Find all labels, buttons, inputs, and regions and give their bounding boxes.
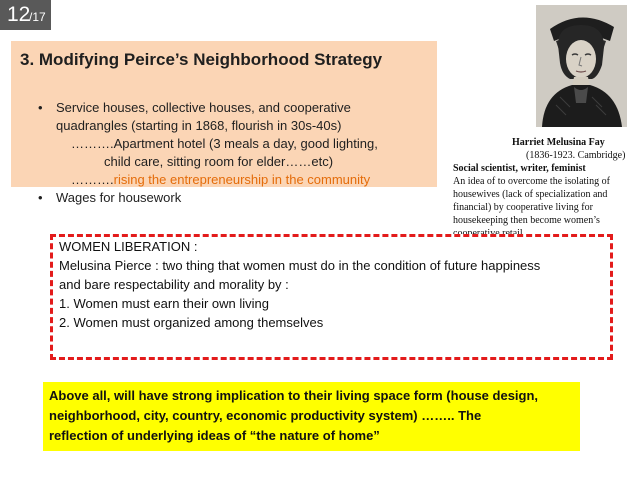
topic-line-5 xyxy=(71,172,370,188)
women-liberation-item-1: 1. Women must earn their own living xyxy=(59,296,270,311)
topic-title: 3. Modifying Peirce’s Neighborhood Strategy xyxy=(20,50,383,69)
topic-line-1: Service houses, collective houses, and cooperative xyxy=(56,100,351,115)
caption-dates: (1836-1923. Cambridge) xyxy=(526,150,626,161)
women-liberation-item-2: 2. Women must organized among themselves xyxy=(59,315,324,330)
conclusion-line: reflection of underlying ideas of “the nature of home” xyxy=(49,428,380,443)
topic-line-2: quadrangles (starting in 1868, flourish in 30s-40s) xyxy=(56,118,342,133)
women-liberation-heading: WOMEN LIBERATION : xyxy=(59,239,198,254)
topic-line-4: child care, sitting room for elder……etc) xyxy=(104,154,334,169)
wages-line: Wages for housework xyxy=(56,190,182,205)
women-liberation-line: and bare respectability and morality by : xyxy=(59,277,289,292)
entrepreneurship-highlight: rising the entrepreneurship in the community xyxy=(113,172,371,187)
caption-role: Social scientist, writer, feminist xyxy=(453,163,586,174)
conclusion-box xyxy=(43,382,580,451)
page-number-current: 12 xyxy=(7,3,31,26)
conclusion-line: neighborhood, city, country, economic productivity system) …….. The xyxy=(49,408,482,423)
caption-line: An idea of to overcome the isolating of xyxy=(453,176,610,187)
bullet-glyph: • xyxy=(38,100,43,115)
page-number-total: /17 xyxy=(29,10,46,24)
bullet-glyph: • xyxy=(38,190,43,205)
page-number-badge xyxy=(0,0,51,30)
caption-line: financial) by cooperative living for xyxy=(453,202,593,213)
caption-name: Harriet Melusina Fay xyxy=(512,137,605,148)
topic-box xyxy=(11,41,437,205)
women-liberation-box xyxy=(50,234,613,360)
topic-line-5-prefix: ………. xyxy=(71,172,114,187)
portrait-illustration xyxy=(536,5,627,127)
women-liberation-line: Melusina Pierce : two thing that women must do in the condition of future happiness xyxy=(59,258,541,273)
caption-line: housewives (lack of specialization and xyxy=(453,189,608,200)
conclusion-line: Above all, will have strong implication to their living space form (house design, xyxy=(49,388,539,403)
topic-line-3: ……….Apartment hotel (3 meals a day, good lighting, xyxy=(71,136,378,151)
portrait-photo xyxy=(536,5,627,127)
caption-line: housekeeping then become women’s xyxy=(453,215,600,226)
